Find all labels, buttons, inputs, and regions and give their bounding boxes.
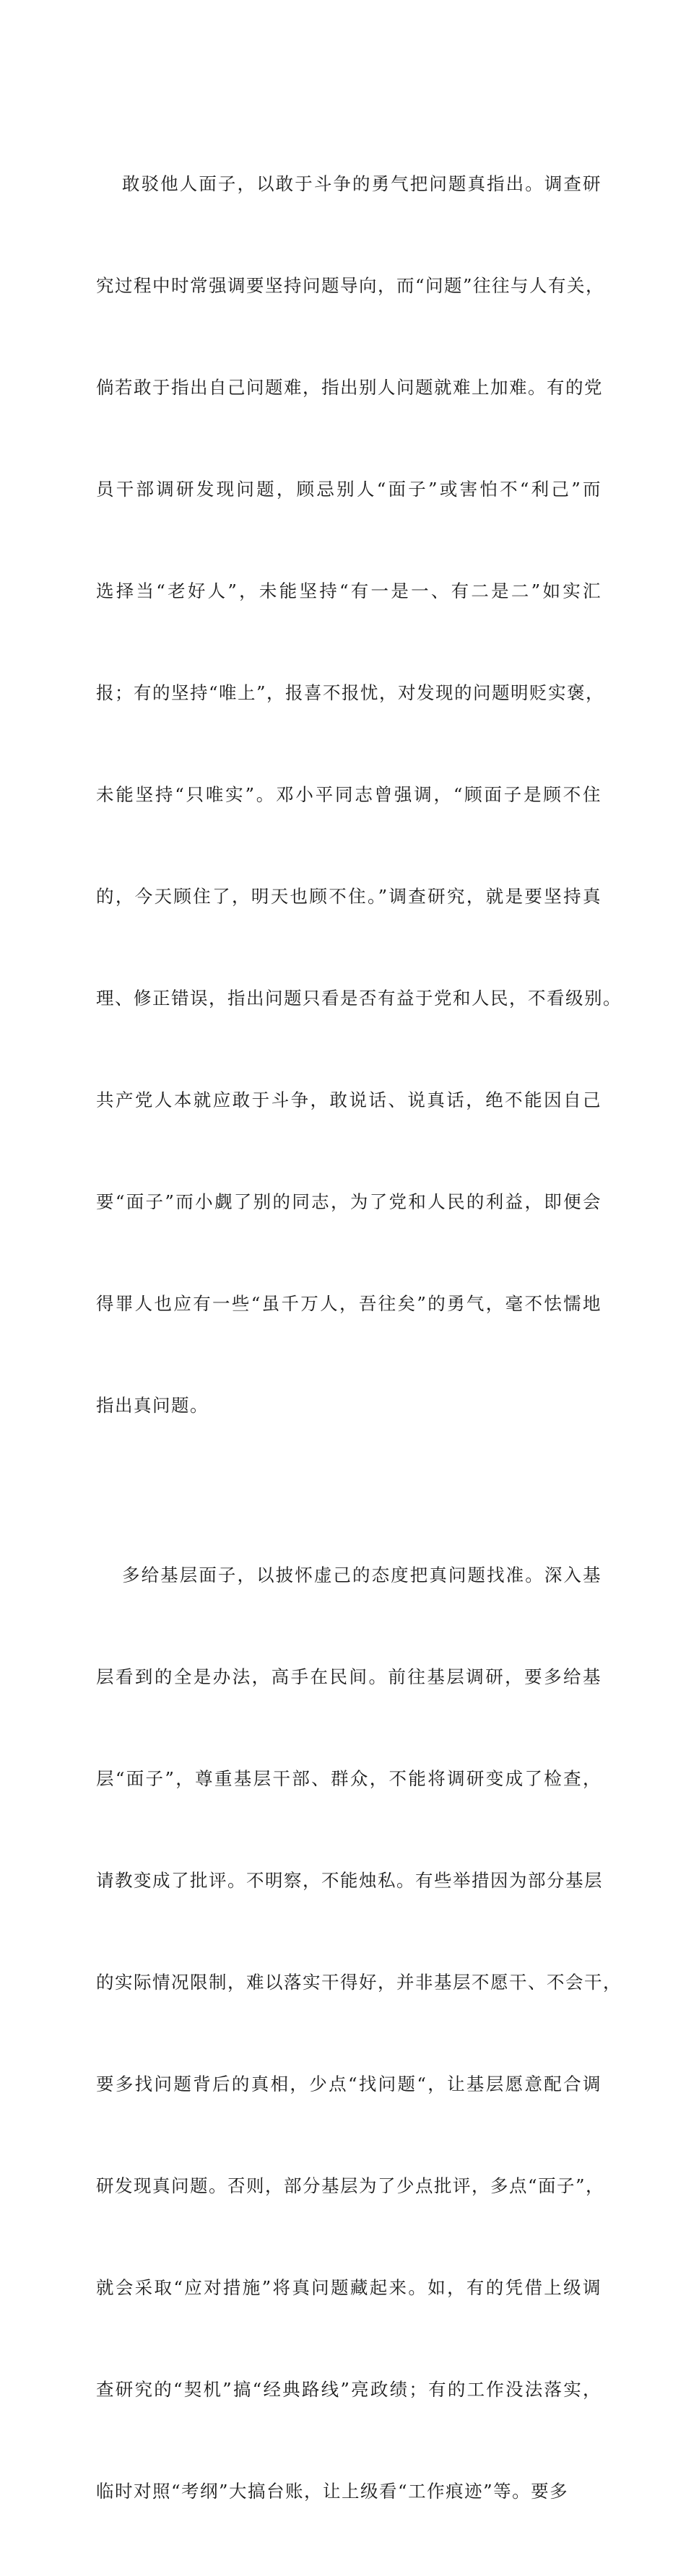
text-line: 研发现真问题。否则，部分基层为了少点批评，多点“面子”，: [96, 2175, 605, 2196]
body-text: [96, 99, 622, 2576]
paragraph-1: [96, 99, 622, 1490]
text-line: 得罪人也应有一些“虽千万人，吾往矣”的勇气，毫不怯懦地: [96, 1293, 602, 1314]
text-line: 倘若敢于指出自己问题难，指出别人问题就难上加难。有的党: [96, 377, 603, 398]
text-line: 要多找问题背后的真相，少点“找问题“，让基层愿意配合调: [96, 2074, 602, 2094]
text-line: 共产党人本就应敢于斗争，敢说话、说真话，绝不能因自己: [96, 1089, 602, 1110]
text-line: 多给基层面子，以披怀虚己的态度把真问题找准。深入基: [122, 1565, 602, 1585]
text-line: 未能坚持“只唯实”。邓小平同志曾强调，“顾面子是顾不住: [96, 784, 602, 805]
paragraph-2: [96, 1490, 622, 2576]
text-line: 临时对照“考纲”大搞台账，让上级看“工作痕迹”等。要多: [96, 2481, 569, 2502]
text-line: 选择当“老好人”，未能坚持“有一是一、有二是二”如实汇: [96, 580, 602, 601]
text-line: 就会采取“应对措施”将真问题藏起来。如，有的凭借上级调: [96, 2277, 602, 2298]
text-line: 的实际情况限制，难以落实干得好，并非基层不愿干、不会干，: [96, 1972, 622, 1993]
text-line: 指出真问题。: [96, 1395, 209, 1416]
text-line: 员干部调研发现问题，顾忌别人“面子”或害怕不“利己”而: [96, 479, 602, 500]
text-line: 敢驳他人面子，以敢于斗争的勇气把问题真指出。调查研: [122, 173, 602, 194]
text-line: 层“面子”，尊重基层干部、群众，不能将调研变成了检查，: [96, 1768, 602, 1789]
text-line: 查研究的“契机”搞“经典路线”亮政绩；有的工作没法落实，: [96, 2379, 602, 2400]
text-line: 的，今天顾住了，明天也顾不住。”调查研究，就是要坚持真: [96, 886, 602, 907]
text-line: 请教变成了批评。不明察，不能烛私。有些举措因为部分基层: [96, 1870, 603, 1891]
text-line: 究过程中时常强调要坚持问题导向，而“问题”往往与人有关，: [96, 275, 605, 296]
text-line: 层看到的全是办法，高手在民间。前往基层调研，要多给基: [96, 1666, 602, 1687]
text-line: 要“面子”而小觑了别的同志，为了党和人民的利益，即便会: [96, 1191, 602, 1212]
text-line: 理、修正错误，指出问题只看是否有益于党和人民，不看级别。: [96, 988, 622, 1009]
text-line: 报；有的坚持“唯上”，报喜不报忧，对发现的问题明贬实褒，: [96, 682, 605, 703]
